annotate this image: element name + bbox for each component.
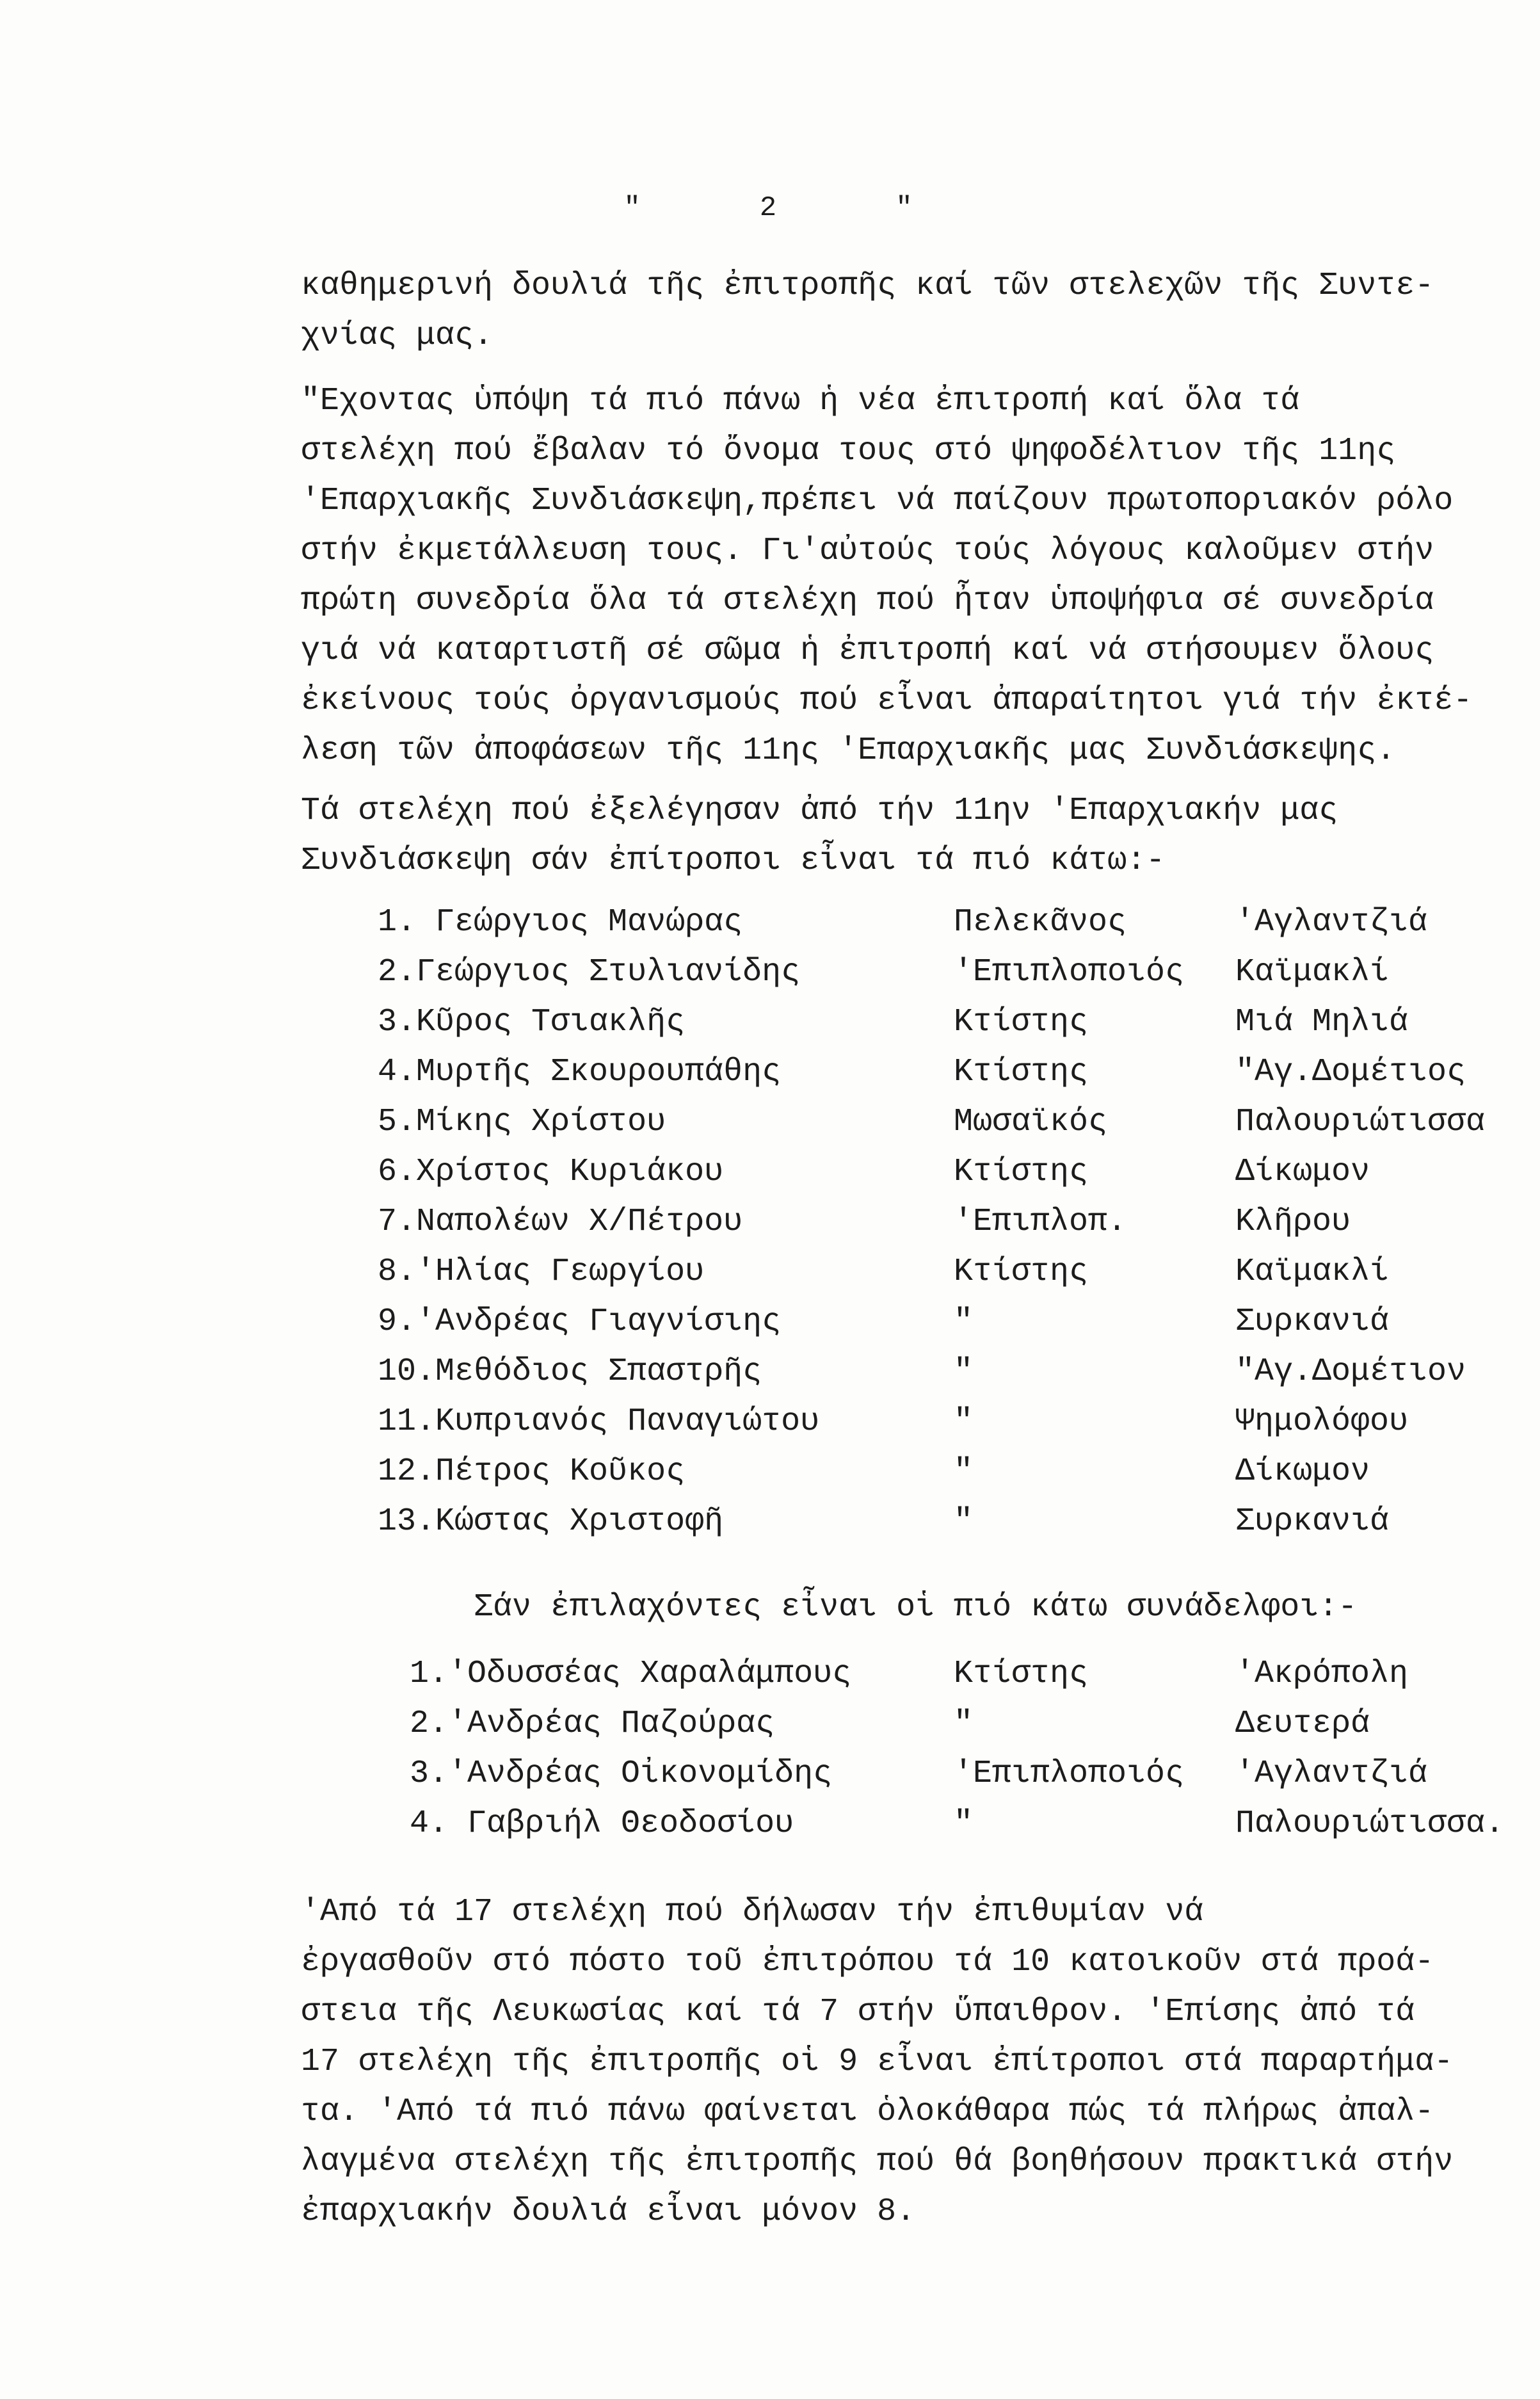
list-item [378, 1204, 1504, 1254]
member-name: 4.Μυρτῆς Σκουρουπάθης [378, 1054, 782, 1090]
member-job: 'Επιπλοπ. [954, 1204, 1127, 1240]
paragraph-3: 'Από τά 17 στελέχη πού δήλωσαν τήν ἐπιθυμίαν νά ἐργασθοῦν στό πόστο τοῦ ἐπιτρόπου τά 10 κατοικοῦν στά προά- στεια τῆς Λευκωσίας καί τά 7 στήν ὕπαιθρον. 'Επίσης ἀπό τά 17 στελέχη τῆς ἐπιτροπῆς οἱ 9 εἶναι ἐπίτροποι στά παραρτήμα- τα. 'Από τά πιό πάνω φαίνεται ὁλοκάθαρα πώς τά πλήρως ἀπαλ- λαγμένα στελέχη τῆς ἐπιτροπῆς πού θά βοηθήσουν πρακτικά στήν ἐπαρχιακήν δουλιά εἶναι μόνον 8. [301, 1894, 1454, 2230]
member-job: Κτίστης [954, 1004, 1089, 1040]
alternates-list [410, 1656, 1511, 1855]
member-place: Δευτερά [1235, 1706, 1370, 1742]
paragraph-1: "Εχοντας ὑπόψη τά πιό πάνω ἡ νέα ἐπιτροπή καί ὅλα τά στελέχη πού ἔβαλαν τό ὄνομα τους στό ψηφοδέλτιον τῆς 11ης 'Επαρχιακῆς Συνδιάσκεψη,πρέπει νά παίζουν πρωτοποριακόν ρόλο στήν ἐκμετάλλευση τους. Γι'αὐτούς τούς λόγους καλοῦμεν στήν πρώτη συνεδρία ὅλα τά στελέχη πού ἦταν ὑποψήφια σέ συνεδρία γιά νά καταρτιστῆ σέ σῶμα ἡ ἐπιτροπή καί νά στήσουμεν ὅλους ἐκείνους τούς ὀργανισμούς πού εἶναι ἀπαραίτητοι γιά τήν ἐκτέ- λεση τῶν ἀποφάσεων τῆς 11ης 'Επαρχιακῆς μας Συνδιάσκεψης. [301, 383, 1473, 769]
elected-members-list [378, 904, 1504, 1553]
member-job: Κτίστης [954, 1054, 1089, 1090]
alternates-heading: Σάν ἐπιλαχόντες εἶναι οἱ πιό κάτω συνάδελφοι:- [474, 1589, 1358, 1626]
paragraph-2: Τά στελέχη πού ἐξελέγησαν ἀπό τήν 11ην 'Επαρχιακήν μας Συνδιάσκεψη σάν ἐπίτροποι εἶναι τά πιό κάτω:- [301, 793, 1338, 879]
member-place: Παλουριώτισσα. [1235, 1805, 1505, 1842]
member-name: 13.Κώστας Χριστοφῆ [378, 1503, 724, 1540]
member-place: Μιά Μηλιά [1235, 1004, 1409, 1040]
member-name: 4. Γαβριήλ Θεοδοσίου [410, 1805, 794, 1842]
member-name: 1.'Οδυσσέας Χαραλάμπους [410, 1656, 852, 1692]
page-header [0, 192, 1540, 224]
member-name: 1. Γεώργιος Μανώρας [378, 904, 743, 941]
list-item [378, 1304, 1504, 1353]
list-item [378, 1503, 1504, 1553]
list-item [378, 1254, 1504, 1304]
list-item [378, 1154, 1504, 1204]
member-place: Συρκανιά [1235, 1503, 1390, 1540]
member-place: Δίκωμον [1235, 1154, 1370, 1190]
list-item [410, 1805, 1511, 1855]
list-item [378, 1104, 1504, 1154]
member-name: 9.'Ανδρέας Γιαγνίσιης [378, 1304, 782, 1340]
member-place: 'Αγλαντζιά [1235, 1756, 1428, 1792]
member-name: 3.Κῦρος Τσιακλῆς [378, 1004, 686, 1040]
member-job: Κτίστης [954, 1254, 1089, 1290]
list-item [378, 954, 1504, 1004]
member-name: 10.Μεθόδιος Σπαστρῆς [378, 1353, 762, 1390]
member-job: " [954, 1453, 974, 1490]
list-item [378, 1054, 1504, 1104]
list-item [410, 1656, 1511, 1706]
header-quote-right: " [895, 192, 917, 224]
member-place: Κλῆρου [1235, 1204, 1351, 1240]
list-item [378, 1403, 1504, 1453]
member-place: Καϊμακλί [1235, 954, 1390, 990]
member-place: "Αγ.Δομέτιον [1235, 1353, 1466, 1390]
member-name: 2.Γεώργιος Στυλιανίδης [378, 954, 801, 990]
member-job: Πελεκᾶνος [954, 904, 1127, 941]
member-job: 'Επιπλοποιός [954, 954, 1185, 990]
list-item [378, 904, 1504, 954]
member-job: " [954, 1706, 974, 1742]
list-item [378, 1453, 1504, 1503]
member-name: 5.Μίκης Χρίστου [378, 1104, 666, 1140]
member-job: Μωσαϊκός [954, 1104, 1108, 1140]
member-name: 6.Χρίστος Κυριάκου [378, 1154, 724, 1190]
member-job: " [954, 1503, 974, 1540]
member-name: 2.'Ανδρέας Παζούρας [410, 1706, 775, 1742]
member-name: 3.'Ανδρέας Οἰκονομίδης [410, 1756, 833, 1792]
header-quote-left: " [623, 192, 645, 224]
member-job: " [954, 1403, 974, 1440]
member-job: " [954, 1353, 974, 1390]
member-place: Συρκανιά [1235, 1304, 1390, 1340]
member-job: Κτίστης [954, 1656, 1089, 1692]
member-name: 11.Κυπριανός Παναγιώτου [378, 1403, 820, 1440]
list-item [378, 1353, 1504, 1403]
list-item [410, 1756, 1511, 1805]
member-job: " [954, 1304, 974, 1340]
list-item [378, 1004, 1504, 1054]
member-place: 'Αγλαντζιά [1235, 904, 1428, 941]
member-place: Ψημολόφου [1235, 1403, 1409, 1440]
member-name: 7.Ναπολέων Χ/Πέτρου [378, 1204, 743, 1240]
page-number: 2 [759, 192, 781, 224]
member-name: 8.'Ηλίας Γεωργίου [378, 1254, 705, 1290]
member-place: 'Ακρόπολη [1235, 1656, 1409, 1692]
member-place: Παλουριώτισσα [1235, 1104, 1486, 1140]
member-job: Κτίστης [954, 1154, 1089, 1190]
member-job: 'Επιπλοποιός [954, 1756, 1185, 1792]
member-place: "Αγ.Δομέτιος [1235, 1054, 1466, 1090]
list-item [410, 1706, 1511, 1756]
intro-paragraph: καθημερινή δουλιά τῆς ἐπιτροπῆς καί τῶν στελεχῶν τῆς Συντε- χνίας μας. [301, 268, 1434, 354]
member-name: 12.Πέτρος Κοῦκος [378, 1453, 686, 1490]
member-place: Καϊμακλί [1235, 1254, 1390, 1290]
member-place: Δίκωμον [1235, 1453, 1370, 1490]
member-job: " [954, 1805, 974, 1842]
